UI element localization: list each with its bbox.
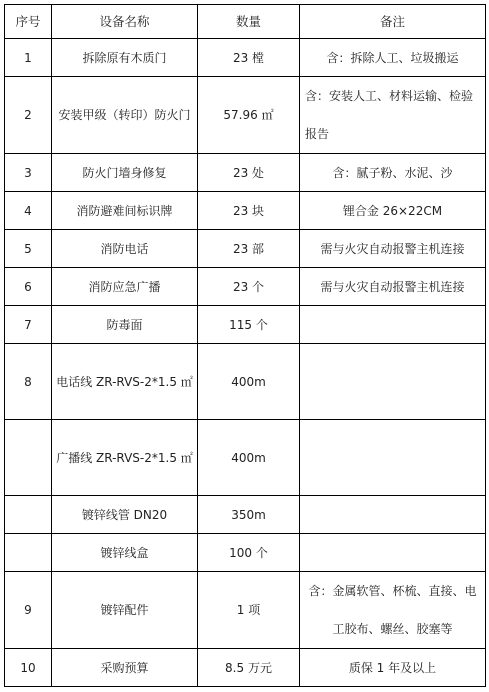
header-row	[5, 5, 486, 39]
row-note	[300, 344, 486, 420]
row-qty: 23 处	[198, 154, 300, 192]
table-row	[5, 420, 486, 496]
row-no	[5, 534, 52, 572]
row-qty: 400m	[198, 420, 300, 496]
row-note	[300, 534, 486, 572]
table-row	[5, 77, 486, 154]
row-no: 5	[5, 230, 52, 268]
table-row	[5, 572, 486, 649]
row-no: 7	[5, 306, 52, 344]
table-row	[5, 39, 486, 77]
table-row	[5, 649, 486, 687]
row-name: 消防应急广播	[52, 268, 198, 306]
row-no: 1	[5, 39, 52, 77]
table-row	[5, 268, 486, 306]
row-note: 需与火灾自动报警主机连接	[300, 268, 486, 306]
row-qty: 57.96 ㎡	[198, 77, 300, 154]
row-note: 锂合金 26×22CM	[300, 192, 486, 230]
row-qty: 23 樘	[198, 39, 300, 77]
row-no: 3	[5, 154, 52, 192]
row-note: 含：金属软管、杯梳、直接、电工胶布、螺丝、胶塞等	[300, 572, 486, 649]
row-qty: 100 个	[198, 534, 300, 572]
table-row	[5, 192, 486, 230]
table-row	[5, 344, 486, 420]
row-name: 采购预算	[52, 649, 198, 687]
table-row	[5, 154, 486, 192]
row-qty: 23 部	[198, 230, 300, 268]
row-note	[300, 306, 486, 344]
row-qty: 8.5 万元	[198, 649, 300, 687]
row-name: 消防电话	[52, 230, 198, 268]
row-no	[5, 496, 52, 534]
row-note: 质保 1 年及以上	[300, 649, 486, 687]
table-row	[5, 306, 486, 344]
equipment-table	[4, 4, 486, 687]
row-qty: 23 个	[198, 268, 300, 306]
row-no: 2	[5, 77, 52, 154]
header-qty: 数量	[198, 5, 300, 39]
row-qty: 1 项	[198, 572, 300, 649]
row-no: 6	[5, 268, 52, 306]
row-no: 9	[5, 572, 52, 649]
row-no: 10	[5, 649, 52, 687]
row-qty: 400m	[198, 344, 300, 420]
row-note: 含：拆除人工、垃圾搬运	[300, 39, 486, 77]
row-name: 安装甲级（转印）防火门	[52, 77, 198, 154]
row-note	[300, 420, 486, 496]
row-name: 镀锌线管 DN20	[52, 496, 198, 534]
header-no: 序号	[5, 5, 52, 39]
row-name: 电话线 ZR-RVS-2*1.5 ㎡	[52, 344, 198, 420]
table-row	[5, 496, 486, 534]
row-no: 8	[5, 344, 52, 420]
row-note: 含：安装人工、材料运输、检验报告	[300, 77, 486, 154]
row-no	[5, 420, 52, 496]
row-name: 镀锌配件	[52, 572, 198, 649]
row-name: 拆除原有木质门	[52, 39, 198, 77]
row-name: 消防避难间标识牌	[52, 192, 198, 230]
table-row	[5, 534, 486, 572]
row-no: 4	[5, 192, 52, 230]
row-name: 防毒面	[52, 306, 198, 344]
header-name: 设备名称	[52, 5, 198, 39]
row-note	[300, 496, 486, 534]
row-note: 需与火灾自动报警主机连接	[300, 230, 486, 268]
row-note: 含：腻子粉、水泥、沙	[300, 154, 486, 192]
row-name: 防火门墙身修复	[52, 154, 198, 192]
header-note: 备注	[300, 5, 486, 39]
table-row	[5, 230, 486, 268]
row-name: 广播线 ZR-RVS-2*1.5 ㎡	[52, 420, 198, 496]
row-qty: 115 个	[198, 306, 300, 344]
row-qty: 350m	[198, 496, 300, 534]
row-qty: 23 块	[198, 192, 300, 230]
row-name: 镀锌线盒	[52, 534, 198, 572]
